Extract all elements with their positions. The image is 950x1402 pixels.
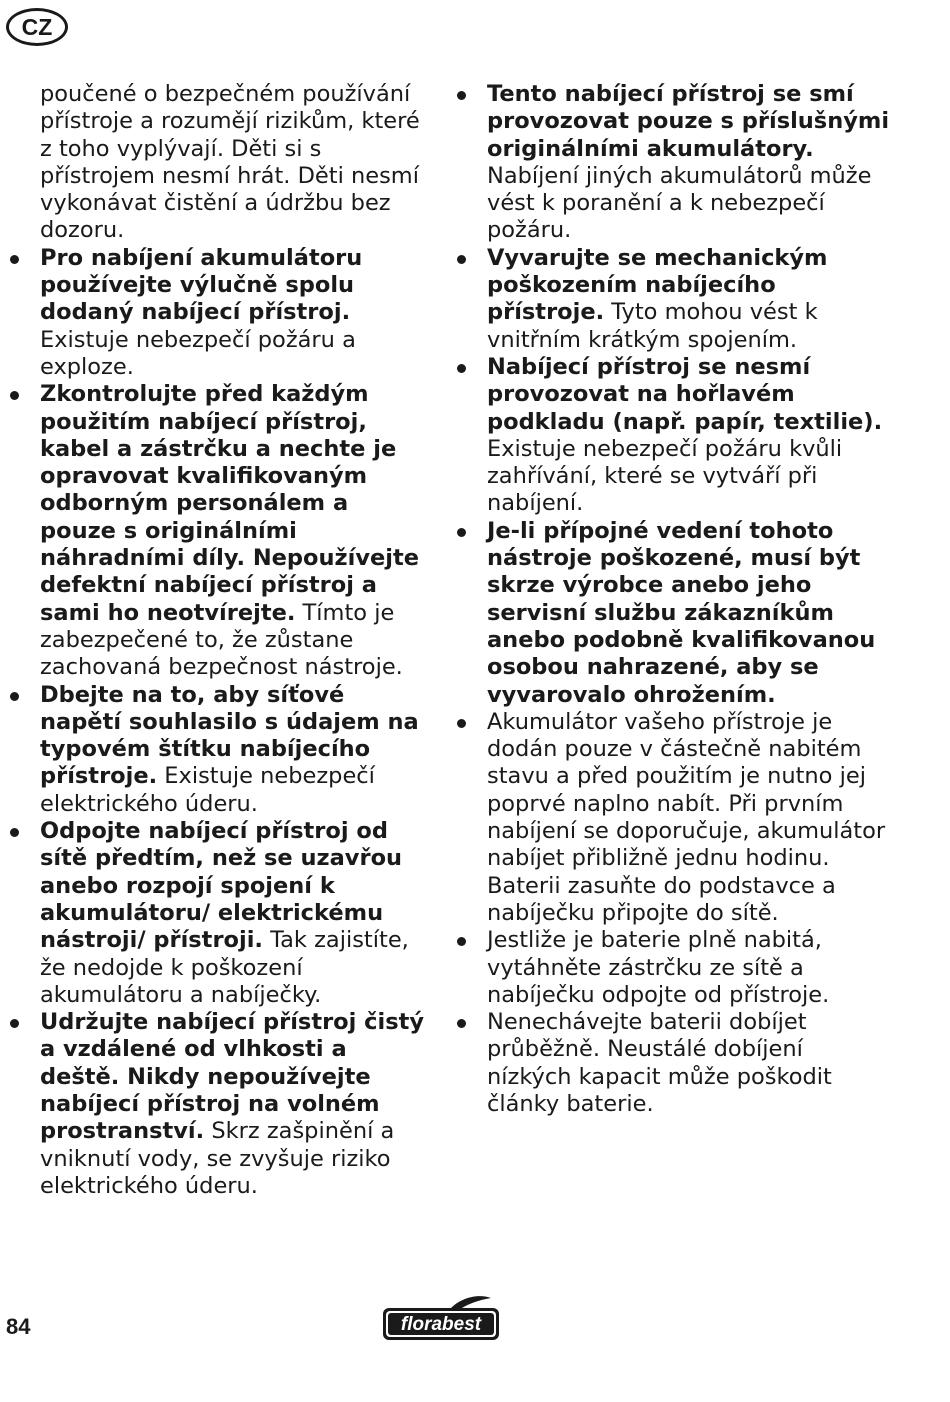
item-bold-text: Udržujte nabíjecí přístroj čistý a vzdálené od vlhkosti a deště. Nikdy nepoužívejte nabíjecí přístroj na volném prostranství. (40, 1009, 425, 1145)
item-bold-text: Vyvarujte se mechanickým poškozením nabíjecího přístroje. (487, 244, 828, 326)
language-code: CZ (21, 13, 53, 40)
left-column (0, 81, 430, 1200)
item-bold-text: Zkontrolujte před každým použitím nabíjecí přístroj, kabel a zástrčku a nechte je opravovat kvalifikovaným odborným personálem a pouze s originálními náhradními díly. Nepoužívejte defektní nabíjecí přístroj a sami ho neotvírejte. (40, 381, 419, 626)
bullet-icon (457, 719, 466, 728)
list-item (447, 81, 892, 245)
language-badge (6, 8, 68, 46)
bullet-icon (457, 91, 466, 100)
bullet-icon (10, 255, 19, 264)
page-number: 84 (6, 1314, 31, 1339)
bullet-icon (457, 937, 466, 946)
item-bold-text: Nabíjecí přístroj se nesmí provozovat na hořlavém podkladu (např. papír, textilie). (487, 353, 883, 435)
item-normal-text: Existuje nebezpečí požáru a exploze. (40, 326, 356, 380)
item-normal-text: Skrz zašpinění a vniknutí vody, se zvyšuje riziko elektrického úderu. (40, 1118, 395, 1199)
intro-paragraph: poučené o bezpečném používání přístroje a rozumějí rizikům, které z toho vyplývají. Děti si s přístrojem nesmí hrát. Děti nesmí vykonávat čistění a údržbu bez dozoru. (40, 81, 420, 244)
item-normal-text: Nenechávejte baterii dobíjet průběžně. Neustálé dobíjení nízkých kapacit může poškodit články baterie. (487, 1009, 832, 1117)
list-item (447, 1009, 892, 1118)
bullet-icon (10, 692, 19, 701)
list-item (447, 245, 892, 354)
item-bold-text: Pro nabíjení akumulátoru používejte výlučně spolu dodaný nabíjecí přístroj. (40, 244, 363, 326)
list-item (0, 245, 430, 381)
item-normal-text: Existuje nebezpečí elektrického úderu. (40, 763, 375, 817)
list-item (0, 682, 430, 818)
list-item (0, 1009, 430, 1200)
list-item (447, 354, 892, 518)
florabest-logo (381, 1294, 501, 1346)
bullet-icon (457, 364, 466, 373)
item-normal-text: Akumulátor vašeho přístroje je dodán pouze v částečně nabitém stavu a před použitím je nutno jej poprvé naplno nabít. Při prvním nabíjení se doporučuje, akumulátor nabíjet přibližně jednu hodinu. Baterii zasuňte do podstavce a nabíječku připojte do sítě. (487, 708, 886, 926)
right-column (447, 81, 892, 1118)
item-normal-text: Tak zajistíte, že nedojde k poškození akumulátoru a nabíječky. (40, 927, 409, 1008)
list-item (0, 381, 430, 681)
list-item (447, 927, 892, 1009)
item-bold-text: Je-li přípojné vedení tohoto nástroje poškozené, musí být skrze výrobce anebo jeho servisní službu zákazníkům anebo podobně kvalifikovanou osobou nahrazené, aby se vyvarovalo ohrožením. (487, 517, 876, 708)
list-item (447, 709, 892, 927)
item-bold-text: Odpojte nabíjecí přístroj od sítě předtím, než se uzavřou anebo rozpojí spojení k akumulátoru/ elektrickému nástroji/ přístroji. (40, 818, 403, 954)
bullet-icon (10, 391, 19, 400)
logo-text: florabest (400, 1314, 482, 1335)
item-normal-text: Tyto mohou vést k vnitřním krátkým spojením. (487, 299, 818, 353)
item-normal-text: Jestliže je baterie plně nabitá, vytáhněte zástrčku ze sítě a nabíječku odpojte od přístroje. (487, 927, 830, 1008)
bullet-icon (457, 1019, 466, 1028)
bullet-icon (457, 528, 466, 537)
bullet-icon (10, 1019, 19, 1028)
item-bold-text: Dbejte na to, aby síťové napětí souhlasilo s údajem na typovém štítku nabíjecího přístroje. (40, 681, 419, 790)
item-normal-text: Existuje nebezpečí požáru kvůli zahřívání, které se vytváří při nabíjení. (487, 435, 843, 517)
item-normal-text: Tímto je zabezpečené to, že zůstane zachovaná bezpečnost nástroje. (40, 599, 403, 681)
list-item (0, 818, 430, 1009)
list-item (447, 518, 892, 709)
item-normal-text: Nabíjení jiných akumulátorů může vést k poranění a k nebezpečí požáru. (487, 162, 872, 244)
bullet-icon (10, 828, 19, 837)
item-bold-text: Tento nabíjecí přístroj se smí provozovat pouze s příslušnými originálními akumulátory. (487, 81, 890, 162)
bullet-icon (457, 255, 466, 264)
